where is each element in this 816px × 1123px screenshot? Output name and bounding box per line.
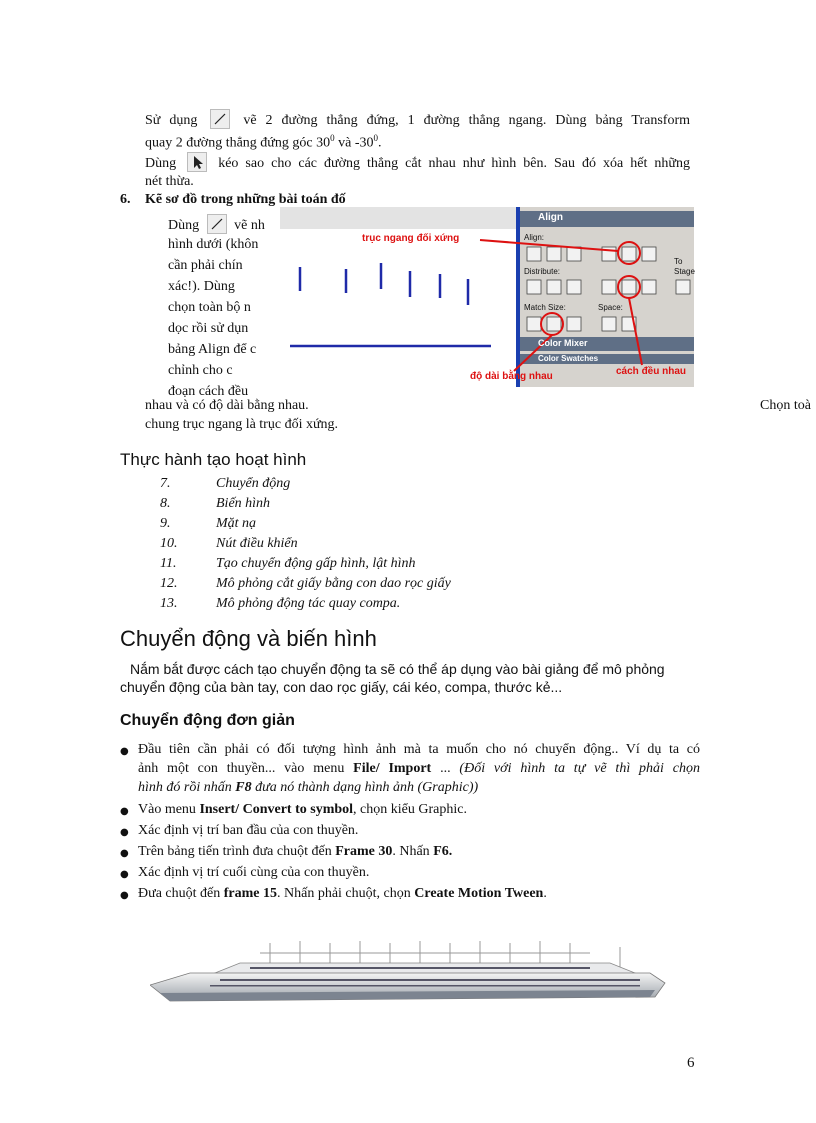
list-label: Mô phỏng cắt giấy bằng con dao rọc giấy bbox=[216, 576, 451, 591]
left-line: cần phải chín bbox=[168, 258, 243, 273]
bullet-item-2 bbox=[120, 800, 700, 820]
section6-title: Kẽ sơ đồ trong những bài toán đố bbox=[145, 192, 346, 207]
t: Đưa chuột đến bbox=[138, 886, 224, 901]
bullet-icon: ● bbox=[120, 827, 129, 838]
annotation-axis: trục ngang đối xứng bbox=[362, 233, 460, 244]
list-item bbox=[160, 556, 560, 576]
list-num: 9. bbox=[160, 516, 171, 531]
ship-svg bbox=[150, 935, 670, 1015]
practice-heading: Thực hành tạo hoạt hình bbox=[120, 450, 307, 469]
ship-image bbox=[150, 935, 670, 1015]
intro-line-1 bbox=[145, 109, 690, 130]
t: . bbox=[543, 886, 547, 901]
list-item bbox=[160, 596, 560, 616]
t: Create Motion Tween bbox=[414, 886, 544, 901]
bullet-text bbox=[138, 884, 700, 903]
left-line: xác!). Dùng bbox=[168, 279, 235, 294]
bullet-icon: ● bbox=[120, 848, 129, 859]
arrow-tool-icon bbox=[187, 152, 207, 172]
bullet-item-5 bbox=[120, 863, 700, 883]
list-label: Mô phỏng động tác quay compa. bbox=[216, 596, 401, 611]
panel-title: Align bbox=[538, 212, 563, 223]
list-item bbox=[160, 576, 560, 596]
t: F6. bbox=[433, 844, 453, 859]
t: . Nhấn phải chuột, chọn bbox=[277, 886, 415, 901]
list-num: 7. bbox=[160, 476, 171, 491]
bullet-item-3 bbox=[120, 821, 700, 841]
t: Trên bảng tiến trình đưa chuột đến bbox=[138, 844, 336, 859]
align-figure bbox=[280, 207, 694, 387]
color-mixer-label: Color Mixer bbox=[538, 338, 588, 348]
intro-text: . bbox=[378, 135, 382, 151]
to-stage-label: To Stage bbox=[674, 257, 695, 276]
bullet-icon: ● bbox=[120, 890, 129, 901]
left-text: Dùng bbox=[168, 218, 200, 233]
intro-text: quay 2 đường thẳng đứng góc 30 bbox=[145, 135, 331, 151]
t: File/ Import bbox=[353, 761, 432, 776]
intro-line-2 bbox=[145, 129, 690, 153]
bullet-text: Xác định vị trí ban đầu của con thuyền. bbox=[138, 823, 359, 838]
left-line: bảng Align để c bbox=[168, 342, 257, 357]
page-number: 6 bbox=[687, 1055, 695, 1071]
bullet-line: Đầu tiên cần phải có đối tượng hình ảnh mà ta muốn cho nó chuyển động.. Ví dụ ta có bbox=[138, 742, 700, 757]
list-item bbox=[160, 536, 560, 556]
list-num: 12. bbox=[160, 576, 178, 591]
align-label: Align: bbox=[524, 233, 545, 242]
t: F8 bbox=[235, 780, 252, 795]
degree-sup: 0 bbox=[330, 133, 335, 143]
left-line bbox=[168, 214, 288, 235]
bullet-item-6 bbox=[120, 884, 700, 904]
left-line: dọc rồi sử dụn bbox=[168, 321, 249, 336]
bullet-text bbox=[138, 740, 700, 797]
t: hình đó rồi nhấn bbox=[138, 780, 236, 795]
t: frame 15 bbox=[223, 886, 277, 901]
bullet-icon: ● bbox=[120, 746, 129, 757]
t: , chọn kiểu Graphic. bbox=[353, 802, 467, 817]
degree-sup: 0 bbox=[373, 133, 379, 143]
intro-line-3 bbox=[145, 152, 690, 173]
list-num: 13. bbox=[160, 596, 178, 611]
intro-line-4: nét thừa. bbox=[145, 174, 194, 189]
motion-para-1: Nắm bắt được cách tạo chuyển động ta sẽ có thể áp dụng vào bài giảng để mô phỏng bbox=[130, 661, 665, 677]
section6-tail-2: chung trục ngang là trục đối xứng. bbox=[145, 417, 339, 432]
t: đưa nó thành dạng hình ảnh (Graphic)) bbox=[251, 780, 479, 795]
simple-heading: Chuyển động đơn giản bbox=[120, 712, 295, 729]
t: Insert/ Convert to symbol bbox=[199, 802, 354, 817]
bullet-text bbox=[138, 842, 700, 861]
t: Frame 30 bbox=[335, 844, 393, 859]
intro-text: Sử dụng bbox=[145, 113, 198, 128]
bullet-line bbox=[138, 778, 700, 797]
t: (Đối với hình ta tự vẽ thì phải chọn bbox=[459, 761, 700, 776]
t: ảnh một con thuyền... vào menu bbox=[138, 761, 354, 776]
match-size-label: Match Size: bbox=[524, 303, 566, 312]
left-line: chọn toàn bộ n bbox=[168, 300, 251, 315]
intro-text: Dùng bbox=[145, 156, 177, 171]
color-swatches-label: Color Swatches bbox=[538, 354, 599, 363]
bullet-item-4 bbox=[120, 842, 700, 862]
list-num: 8. bbox=[160, 496, 171, 511]
left-line: hình dưới (khôn bbox=[168, 237, 259, 252]
bullet-text: Xác định vị trí cuối cùng của con thuyền. bbox=[138, 865, 370, 880]
list-item bbox=[160, 476, 560, 496]
list-label: Tạo chuyển động gấp hình, lật hình bbox=[216, 556, 416, 571]
bullet-text bbox=[138, 800, 700, 819]
intro-text: vẽ 2 đường thẳng đứng, 1 đường thẳng ngang. Dùng bảng Transform bbox=[243, 113, 691, 128]
bullet-item-1 bbox=[120, 740, 700, 800]
section6-left-column bbox=[168, 214, 288, 403]
practice-list bbox=[160, 476, 560, 616]
list-num: 10. bbox=[160, 536, 178, 551]
annotation-equal-length: độ dài bằng nhau bbox=[470, 371, 553, 382]
intro-text: kéo sao cho các đường thẳng cắt nhau như hình bên. Sau đó xóa hết những bbox=[218, 156, 691, 171]
motion-heading: Chuyển động và biến hình bbox=[120, 626, 377, 651]
section6-tail-1: nhau và có độ dài bằng nhau. bbox=[145, 398, 309, 413]
t: ... bbox=[431, 761, 460, 776]
align-figure-svg bbox=[280, 207, 694, 387]
list-item bbox=[160, 516, 560, 536]
motion-para-2: chuyển động của bàn tay, con dao rọc giấy, cái kéo, compa, thước kẻ... bbox=[120, 679, 563, 695]
left-text: vẽ nh bbox=[234, 218, 265, 233]
left-line: chỉnh cho c bbox=[168, 363, 233, 378]
bullet-line bbox=[138, 759, 700, 778]
list-item bbox=[160, 496, 560, 516]
t: Vào menu bbox=[138, 802, 200, 817]
distribute-label: Distribute: bbox=[524, 267, 561, 276]
left-line: đoạn cách đều bbox=[168, 384, 249, 399]
section6-number: 6. bbox=[120, 192, 131, 207]
list-label: Mặt nạ bbox=[216, 516, 257, 531]
section6-tail-right: Chọn toà bbox=[760, 398, 811, 413]
list-label: Biến hình bbox=[216, 496, 271, 511]
space-label: Space: bbox=[598, 303, 623, 312]
list-num: 11. bbox=[160, 556, 177, 571]
list-label: Chuyển động bbox=[216, 476, 291, 491]
t: . Nhấn bbox=[392, 844, 434, 859]
line-tool-icon bbox=[210, 109, 230, 129]
list-label: Nút điều khiển bbox=[216, 536, 298, 551]
bullet-icon: ● bbox=[120, 869, 129, 880]
annotation-equal-spacing: cách đều nhau bbox=[616, 366, 687, 377]
bullet-icon: ● bbox=[120, 806, 129, 817]
line-tool-icon bbox=[207, 214, 227, 234]
intro-text: và -30 bbox=[338, 135, 374, 151]
